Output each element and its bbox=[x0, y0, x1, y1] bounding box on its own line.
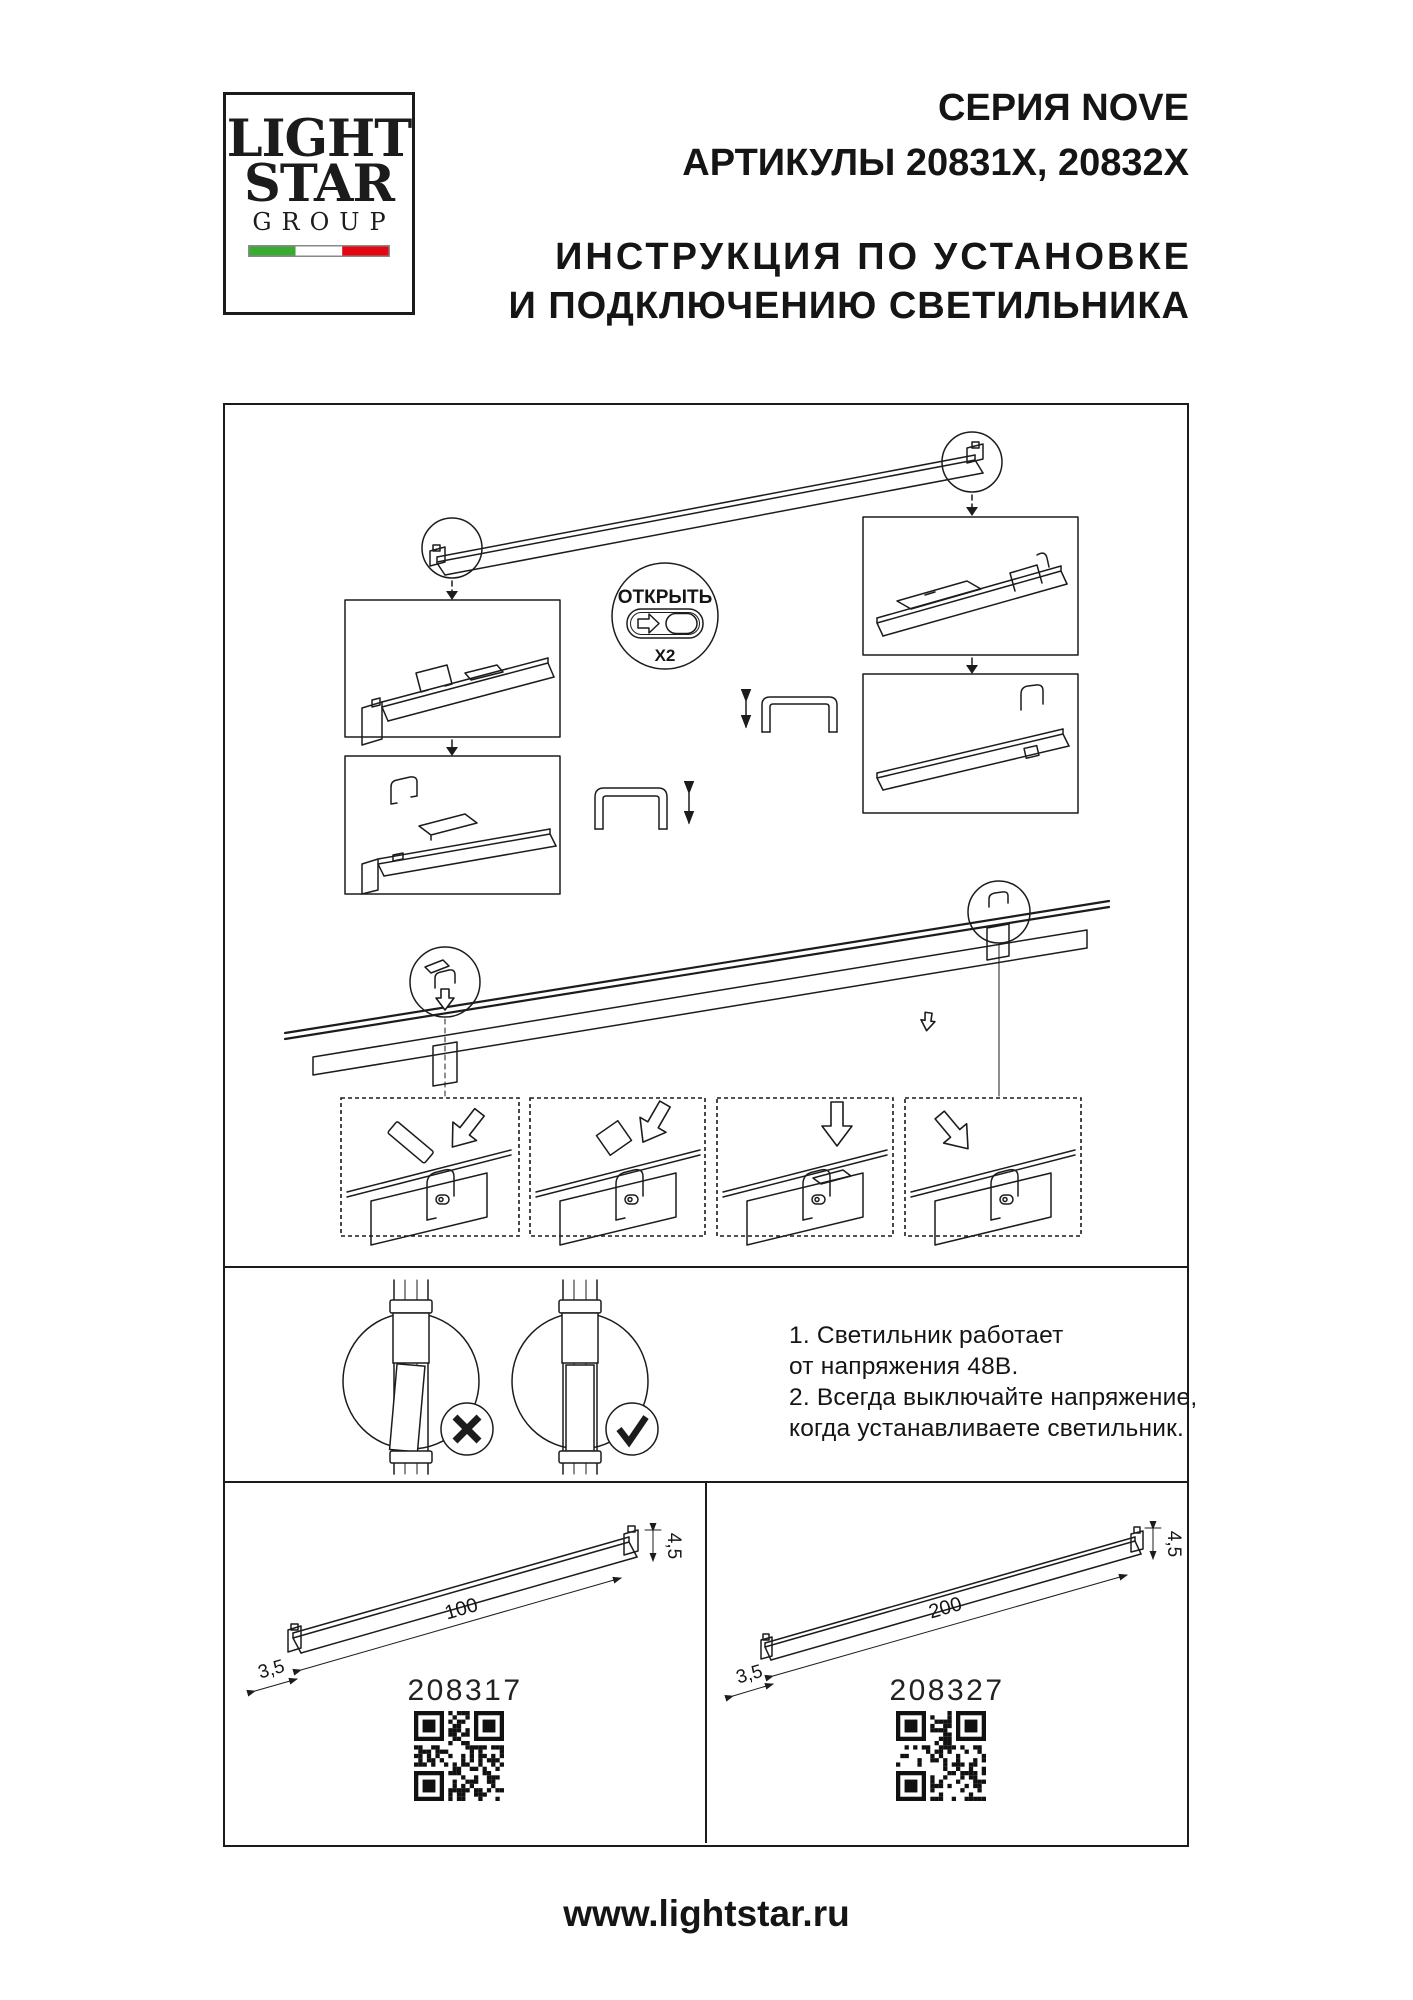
dimension-length bbox=[301, 1578, 621, 1670]
install-step-2-drawing bbox=[536, 1097, 700, 1245]
zoom-circle-left-end bbox=[422, 518, 482, 578]
height-label: 4,5 bbox=[1163, 1530, 1184, 1558]
check-badge bbox=[606, 1403, 658, 1455]
clip-profile-icon-large bbox=[595, 788, 689, 829]
arrow-down-right-icon bbox=[966, 495, 978, 516]
luminaire-body bbox=[288, 1526, 638, 1653]
height-label: 4,5 bbox=[663, 1532, 684, 1560]
install-step-4-box bbox=[905, 1098, 1081, 1236]
logo-word-group: GROUP bbox=[252, 208, 396, 236]
detail-clip-cover-drawing bbox=[362, 777, 556, 894]
instruction-sheet-frame bbox=[223, 403, 1198, 1847]
note-line: 2. Всегда выключайте напряжение, bbox=[789, 1384, 1198, 1411]
installation-diagram bbox=[225, 405, 1187, 1266]
open-instruction-badge bbox=[612, 563, 718, 669]
alignment-wrong-drawing bbox=[343, 1280, 493, 1474]
arrow-down-between-right-boxes-icon bbox=[966, 658, 978, 674]
depth-label: 3,5 bbox=[255, 1655, 288, 1684]
note-line: когда устанавливаете светильник. bbox=[789, 1415, 1185, 1442]
open-count-label: X2 bbox=[654, 646, 676, 665]
arrow-down-between-left-boxes-icon bbox=[446, 740, 458, 756]
install-step-4-drawing bbox=[911, 1105, 1075, 1245]
product-code: 208317 bbox=[407, 1674, 523, 1707]
cross-badge bbox=[441, 1403, 493, 1455]
italian-flag-bar bbox=[248, 245, 390, 257]
alignment-correct-drawing bbox=[512, 1280, 658, 1474]
detail-clip-seated-drawing bbox=[877, 685, 1069, 790]
safety-notes bbox=[789, 1320, 1197, 1444]
detail-box-cover-slide bbox=[863, 517, 1078, 655]
zoom-circle-clip-left bbox=[410, 947, 480, 1017]
length-label: 200 bbox=[926, 1593, 965, 1624]
product-code: 208327 bbox=[889, 1674, 1005, 1707]
clip-profile-icon bbox=[746, 697, 837, 732]
detail-cover-slide-drawing bbox=[877, 553, 1067, 636]
series-title: СЕРИЯ NOVE bbox=[937, 87, 1189, 129]
installation-diagram-section bbox=[225, 405, 1187, 1266]
instruction-title-line1: ИНСТРУКЦИЯ ПО УСТАНОВКЕ bbox=[555, 236, 1192, 278]
dimension-height bbox=[645, 1530, 684, 1561]
lightstar-logo bbox=[223, 92, 415, 315]
warnings-section bbox=[225, 1266, 1198, 1481]
detail-endcap-drawing bbox=[362, 658, 554, 745]
zoom-circle-clip-right bbox=[920, 881, 1030, 1032]
install-step-1-box bbox=[341, 1098, 519, 1236]
depth-label: 3,5 bbox=[733, 1660, 766, 1689]
website-url: www.lightstar.ru bbox=[563, 1893, 850, 1934]
mounted-track-drawing bbox=[285, 901, 1109, 1086]
luminaire-body bbox=[761, 1527, 1143, 1660]
qr-code bbox=[414, 1711, 504, 1801]
logo-word-star: STAR bbox=[244, 154, 394, 214]
track-overview-drawing bbox=[430, 442, 983, 575]
instruction-title-line2: И ПОДКЛЮЧЕНИЮ СВЕТИЛЬНИКА bbox=[508, 285, 1190, 327]
dimension-height bbox=[1145, 1528, 1184, 1559]
product-panels-section bbox=[225, 1481, 1187, 1845]
length-label: 100 bbox=[442, 1594, 481, 1625]
product-panel-208317 bbox=[225, 1483, 706, 1843]
open-label: ОТКРЫТЬ bbox=[617, 587, 713, 608]
install-step-1-drawing bbox=[347, 1103, 511, 1245]
articles-line: АРТИКУЛЫ 20831X, 20832X bbox=[682, 142, 1189, 184]
arrow-down-left-icon bbox=[446, 581, 458, 600]
install-step-2-box bbox=[530, 1098, 705, 1236]
qr-code bbox=[896, 1711, 986, 1801]
product-panel-208327 bbox=[706, 1483, 1187, 1843]
slider-switch-icon bbox=[627, 609, 703, 638]
note-line: 1. Светильник работает bbox=[789, 1322, 1064, 1349]
install-step-3-box bbox=[717, 1098, 893, 1236]
logo-word-light: LIGHT bbox=[226, 109, 412, 169]
detail-box-clip-seated bbox=[863, 674, 1078, 813]
note-line: от напряжения 48В. bbox=[789, 1353, 1019, 1380]
install-step-3-drawing bbox=[723, 1102, 887, 1245]
